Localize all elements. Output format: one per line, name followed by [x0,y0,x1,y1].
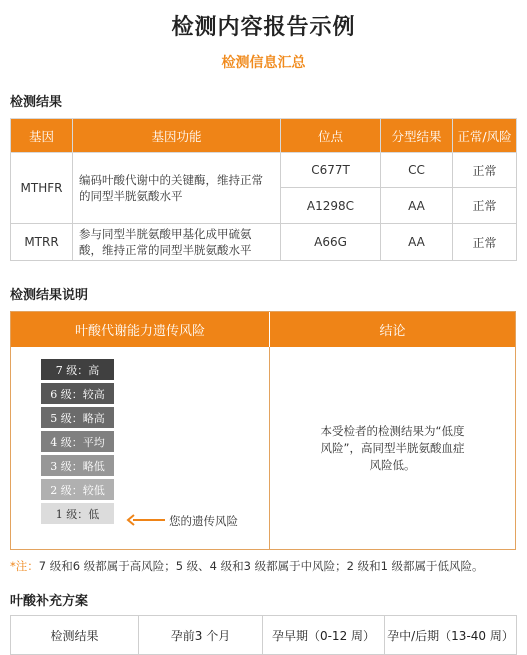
plan-header-row [11,616,517,655]
genotype-cell: AA [381,224,453,261]
header-site: 位点 [281,119,381,153]
header-genotype: 分型结果 [381,119,453,153]
conclusion-text: 本受检者的检测结果为“低度风险”，高同型半胱氨酸血症风险低。 [320,423,465,472]
conclusion-cell [270,347,515,549]
status-cell: 正常 [453,224,517,261]
arrow-left-icon [125,514,165,526]
plan-header-early: 孕早期（0-12 周） [263,616,385,655]
your-risk-label: 您的遗传风险 [169,514,238,528]
explanation-body [11,347,515,549]
plan-header-mid-late: 孕中/后期（13-40 周） [385,616,517,655]
risk-level-3: 3 级：略低 [41,455,114,477]
conclusion-column-header: 结论 [379,324,406,339]
table-row [11,153,517,188]
status-cell: 正常 [453,153,517,188]
risk-column-header: 叶酸代谢能力遗传风险 [11,312,270,347]
genotype-cell: AA [381,188,453,224]
risk-scale [11,347,270,549]
results-table [10,118,517,261]
risk-note [10,558,484,574]
site-cell: A66G [281,224,381,261]
header-function: 基因功能 [73,119,281,153]
explanation-panel [10,311,516,550]
risk-level-2: 2 级：较低 [41,479,114,501]
note-marker: *注： [10,559,39,573]
plan-table [10,615,517,655]
explanation-header [11,312,515,347]
risk-level-6: 6 级：较高 [41,383,114,405]
site-cell: C677T [281,153,381,188]
gene-cell: MTHFR [11,153,73,224]
risk-level-1: 1 级：低 [41,503,114,525]
plan-header-result: 检测结果 [11,616,139,655]
plan-section-title: 叶酸补充方案 [10,594,89,609]
header-status: 正常/风险 [453,119,517,153]
status-cell: 正常 [453,188,517,224]
plan-header-preconception: 孕前3 个月 [139,616,263,655]
risk-level-5: 5 级：略高 [41,407,114,429]
gene-function-cell: 编码叶酸代谢中的关键酶，维持正常的同型半胱氨酸水平 [73,153,281,224]
gene-function-cell: 参与同型半胱氨酸甲基化成甲硫氨酸，维持正常的同型半胱氨酸水平 [73,224,281,261]
header-gene: 基因 [11,119,73,153]
gene-cell: MTRR [11,224,73,261]
risk-level-4: 4 级：平均 [41,431,114,453]
site-cell: A1298C [281,188,381,224]
genotype-cell: CC [381,153,453,188]
note-text: 7 级和6 级都属于高风险；5 级、4 级和3 级都属于中风险；2 级和1 级都属于低风险。 [38,559,484,573]
page-title: 检测内容报告示例 [171,15,356,40]
results-header-row [11,119,517,153]
table-row [11,224,517,261]
risk-level-7: 7 级：高 [41,359,114,381]
results-section-title: 检测结果 [10,95,63,110]
page-subtitle: 检测信息汇总 [221,55,306,71]
explanation-section-title: 检测结果说明 [10,288,89,303]
